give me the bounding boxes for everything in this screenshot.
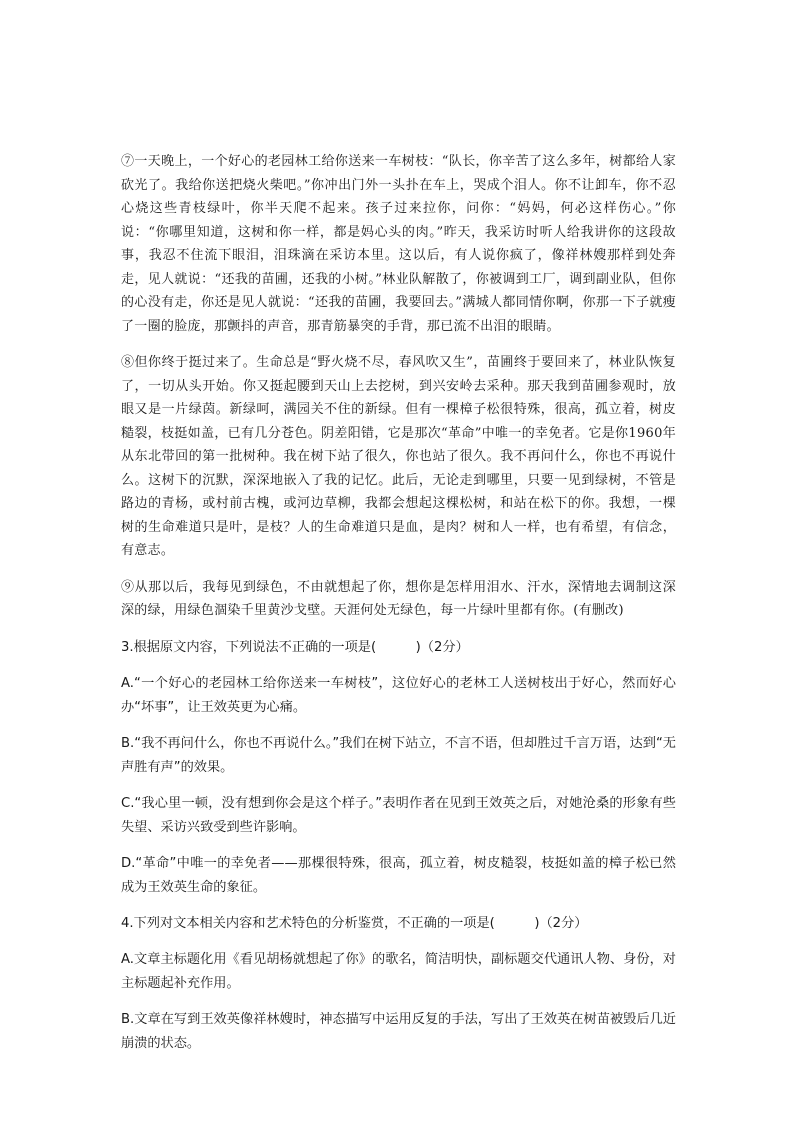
question-3-option-d: D.“革命”中唯一的幸免者——那棵很特殊，很高，孤立着，树皮糙裂，枝挺如盖的樟子松已然成为王效英生命的象征。: [121, 855, 676, 895]
question-4-option-b: B.文章在写到王效英像祥林嫂时，神态描写中运用反复的手法，写出了王效英在树苗被毁后几近崩溃的状态。: [121, 1011, 676, 1051]
question-3-stem: 3.根据原文内容，下列说法不正确的一项是( )（2分）: [121, 639, 469, 655]
question-3-option-b: B.“我不再问什么，你也不再说什么。”我们在树下站立，不言不语，但却胜过千言万语，达到“无声胜有声”的效果。: [121, 735, 676, 775]
paragraph-7: ⑦一天晚上，一个好心的老园林工给你送来一车树枝：“队长，你辛苦了这么多年，树都给人家砍光了。我给你送把烧火柴吧。”你冲出门外一头扑在车上，哭成个泪人。你不让卸车，你不忍心烧这些青枝绿叶，你半天爬不起来。孩子过来拉你，问你：“妈妈，何必这样伤心。”你说：“你哪里知道，这树和你一样，都是妈心头的肉。”昨天，我采访时听人给我讲你的这段故事，我忍不住流下眼泪，泪珠滴在采访本里。这以后，有人说你疯了，像祥林嫂那样到处奔走，见人就说：“还我的苗圃，还我的小树。”林业队解散了，你被调到工厂，调到副业队，但你的心没有走，你还是见人就说：“还我的苗圃，我要回去。”满城人都同情你啊，你那一下子就瘦了一圈的脸庞，那颤抖的声音，那青筋暴突的手背，那已流不出泪的眼睛。: [121, 154, 676, 334]
paragraph-9: ⑨从那以后，我每见到绿色，不由就想起了你，想你是怎样用泪水、汗水，深情地去调制这深深的绿，用绿色涸染千里黄沙戈壁。天涯何处无绿色，每一片绿叶里都有你。(有删改): [121, 579, 676, 618]
paragraph-8: ⑧但你终于挺过来了。生命总是“野火烧不尽，春风吹又生”，苗圃终于要回来了，林业队恢复了，一切从头开始。你又挺起腰到天山上去挖树，到兴安岭去采种。那天我到苗圃参观时，放眼又是一片绿茵。新绿呵，满园关不住的新绿。但有一棵樟子松很特殊，很高，孤立着，树皮糙裂，枝挺如盖，已有几分苍色。阴差阳错，它是那次“革命”中唯一的幸免者。它是你1960年从东北带回的第一批树种。我在树下站了很久，你也站了很久。我不再问什么，你也不再说什么。这树下的沉默，深深地嵌入了我的记忆。此后，无论走到哪里，只要一见到绿树，不管是路边的青杨，或村前古槐，或河边草柳，我都会想起这棵松树，和站在松下的你。我想，一棵树的生命难道只是叶，是枝？人的生命难道只是血，是肉？树和人一样，也有希望，有信念，有意志。: [121, 355, 676, 558]
question-4-option-a: A.文章主标题化用《看见胡杨就想起了你》的歌名，简洁明快，副标题交代通讯人物、身份，对主标题起补充作用。: [121, 951, 676, 991]
question-4-stem: 4.下列对文本相关内容和艺术特色的分析鉴赏，不正确的一项是( )（2分）: [121, 915, 588, 931]
question-3-option-c: C.“我心里一顿，没有想到你会是这个样子。”表明作者在见到王效英之后，对她沧桑的形象有些失望、采访兴致受到些许影响。: [121, 795, 676, 835]
question-3-option-a: A.“一个好心的老园林工给你送来一车树枝”，这位好心的老林工人送树枝出于好心，然而好心办“坏事”，让王效英更为心痛。: [121, 675, 676, 715]
